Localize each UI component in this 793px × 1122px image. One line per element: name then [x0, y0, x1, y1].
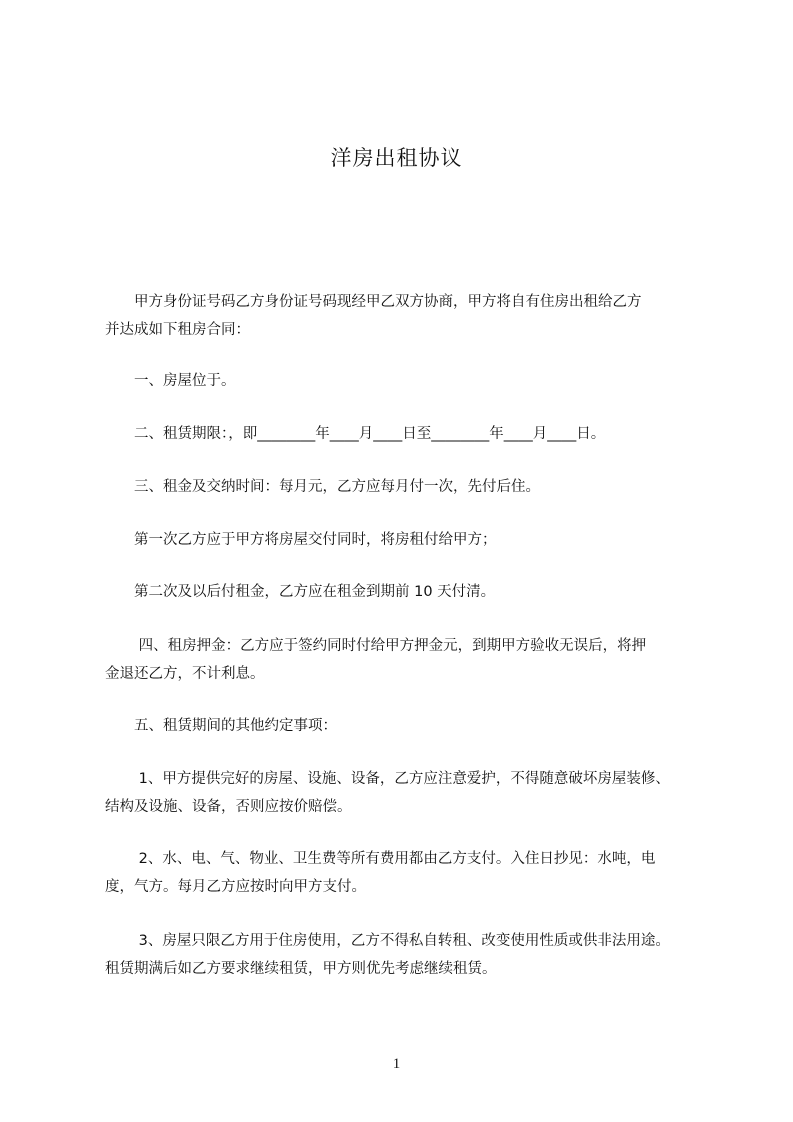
clause-4-paragraph	[105, 632, 705, 688]
paragraph-line: 1、甲方提供完好的房屋、设施、设备，乙方应注意爱护，不得随意破坏房屋装修、	[105, 771, 670, 787]
clause-5-item-3-paragraph	[105, 927, 705, 983]
paragraph-line: 二、租赁期限：，即________年____月____日至________年____月____日。	[105, 426, 606, 442]
clause-3-first-payment-paragraph	[105, 526, 705, 554]
paragraph-line: 2、水、电、气、物业、卫生费等所有费用都由乙方支付。入住日抄见：水吨，电	[105, 851, 656, 867]
intro-paragraph	[105, 288, 705, 344]
paragraph-line: 一、房屋位于。	[105, 373, 236, 389]
paragraph-line: 并达成如下租房合同：	[105, 322, 250, 338]
paragraph-line: 第二次及以后付租金，乙方应在租金到期前 10 天付清。	[105, 584, 496, 600]
clause-5-item-1-paragraph	[105, 765, 705, 821]
page-number: 1	[392, 1056, 401, 1072]
clause-5-paragraph	[105, 712, 705, 740]
paragraph-line: 三、租金及交纳时间：每月元，乙方应每月付一次，先付后住。	[105, 479, 540, 495]
clause-1-paragraph	[105, 367, 705, 395]
paragraph-line: 四、租房押金：乙方应于签约同时付给甲方押金元，到期甲方验收无误后，将押	[105, 638, 647, 654]
paragraph-line: 五、租赁期间的其他约定事项：	[105, 718, 337, 734]
paragraph-line: 3、房屋只限乙方用于住房使用，乙方不得私自转租、改变使用性质或供非法用途。	[105, 933, 670, 949]
paragraph-line: 结构及设施、设备，否则应按价赔偿。	[105, 799, 352, 815]
paragraph-line: 租赁期满后如乙方要求继续租赁，甲方则优先考虑继续租赁。	[105, 961, 497, 977]
document-title: 洋房出租协议	[330, 146, 463, 170]
paragraph-line: 金退还乙方，不计利息。	[105, 666, 265, 682]
clause-3-later-payment-paragraph	[105, 578, 705, 606]
clause-2-paragraph	[105, 420, 705, 448]
paragraph-line: 度，气方。每月乙方应按时向甲方支付。	[105, 879, 366, 895]
clause-3-paragraph	[105, 473, 705, 501]
clause-5-item-2-paragraph	[105, 845, 705, 901]
paragraph-line: 第一次乙方应于甲方将房屋交付同时，将房租付给甲方；	[105, 532, 497, 548]
paragraph-line: 甲方身份证号码乙方身份证号码现经甲乙双方协商，甲方将自有住房出租给乙方	[105, 294, 642, 310]
